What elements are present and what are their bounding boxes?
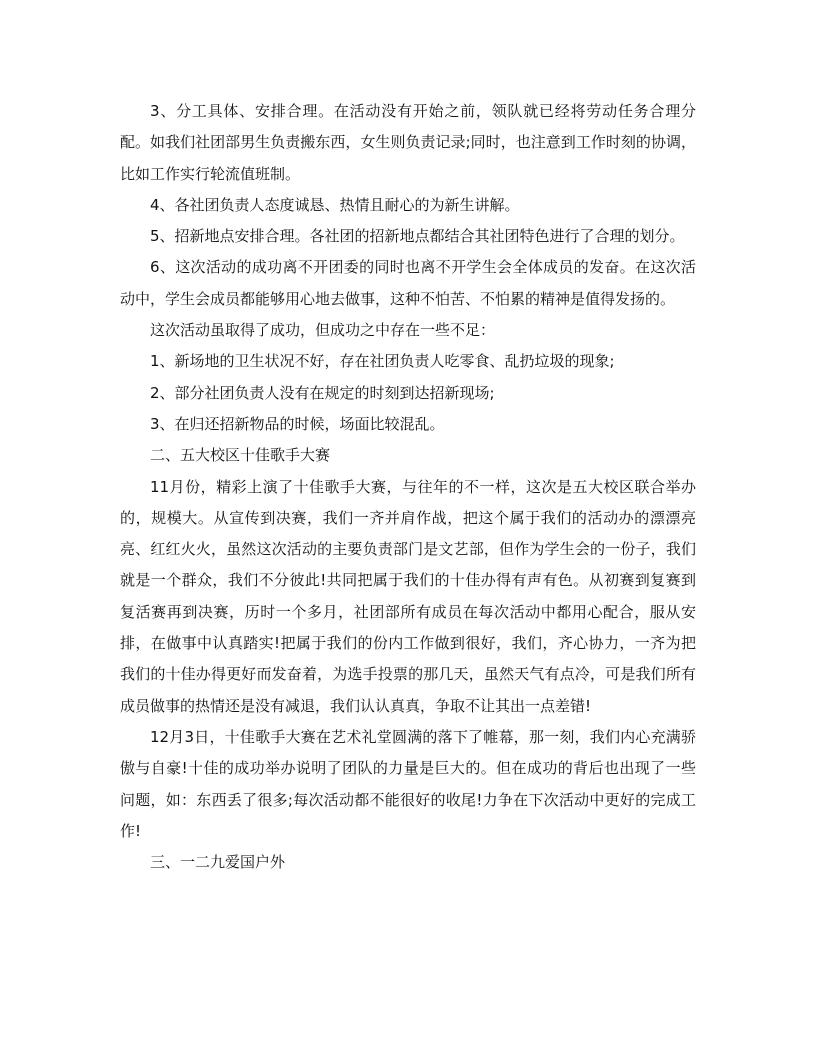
paragraph-point-3: 3、分工具体、安排合理。在活动没有开始之前，领队就已经将劳动任务合理分配。如我们社团部男生负责搬东西，女生则负责记录;同时，也注意到工作时刻的协调，比如工作实行轮流值班制。 <box>120 102 696 183</box>
document-body <box>120 96 696 878</box>
paragraph-shortcoming-2: 2、部分社团负责人没有在规定的时刻到达招新现场; <box>150 383 495 402</box>
paragraph-shortcoming-3: 3、在归还招新物品的时候，场面比较混乱。 <box>150 414 445 433</box>
paragraph-point-5: 5、招新地点安排合理。各社团的招新地点都结合其社团特色进行了合理的划分。 <box>150 227 685 246</box>
paragraph-point-6: 6、这次活动的成功离不开团委的同时也离不开学生会全体成员的发奋。在这次活动中，学生会成员都能够用心地去做事，这种不怕苦、不怕累的精神是值得发扬的。 <box>120 258 696 308</box>
paragraph-shortcoming-1: 1、新场地的卫生状况不好，存在社团负责人吃零食、乱扔垃圾的现象; <box>150 352 615 371</box>
section-heading-2: 二、五大校区十佳歌手大赛 <box>150 446 331 465</box>
paragraph-shortcomings-intro: 这次活动虽取得了成功，但成功之中存在一些不足： <box>150 321 496 340</box>
section-heading-3: 三、一二九爱国户外 <box>150 853 286 872</box>
paragraph-contest-finale: 12月3日，十佳歌手大赛在艺术礼堂圆满的落下了帷幕，那一刻，我们内心充满骄傲与自豪!十佳的成功举办说明了团队的力量是巨大的。但在成功的背后也出现了一些问题，如：东西丢了很多;每次活动都不能很好的收尾!力争在下次活动中更好的完成工作! <box>120 727 696 840</box>
paragraph-point-4: 4、各社团负责人态度诚恳、热情且耐心的为新生讲解。 <box>150 195 520 214</box>
paragraph-singer-contest: 11月份，精彩上演了十佳歌手大赛，与往年的不一样，这次是五大校区联合举办的，规模大。从宣传到决赛，我们一齐并肩作战，把这个属于我们的活动办的漂漂亮亮、红红火火，虽然这次活动的主要负责部门是文艺部，但作为学生会的一份子，我们就是一个群众，我们不分彼此!共同把属于我们的十佳办得有声有色。从初赛到复赛到复活赛再到决赛，历时一个多月，社团部所有成员在每次活动中都用心配合，服从安排，在做事中认真踏实!把属于我们的份内工作做到很好，我们，齐心协力，一齐为把我们的十佳办得更好而发奋着，为选手投票的那几天，虽然天气有点冷，可是我们所有成员做事的热情还是没有减退，我们认认真真，争取不让其出一点差错! <box>120 477 696 715</box>
